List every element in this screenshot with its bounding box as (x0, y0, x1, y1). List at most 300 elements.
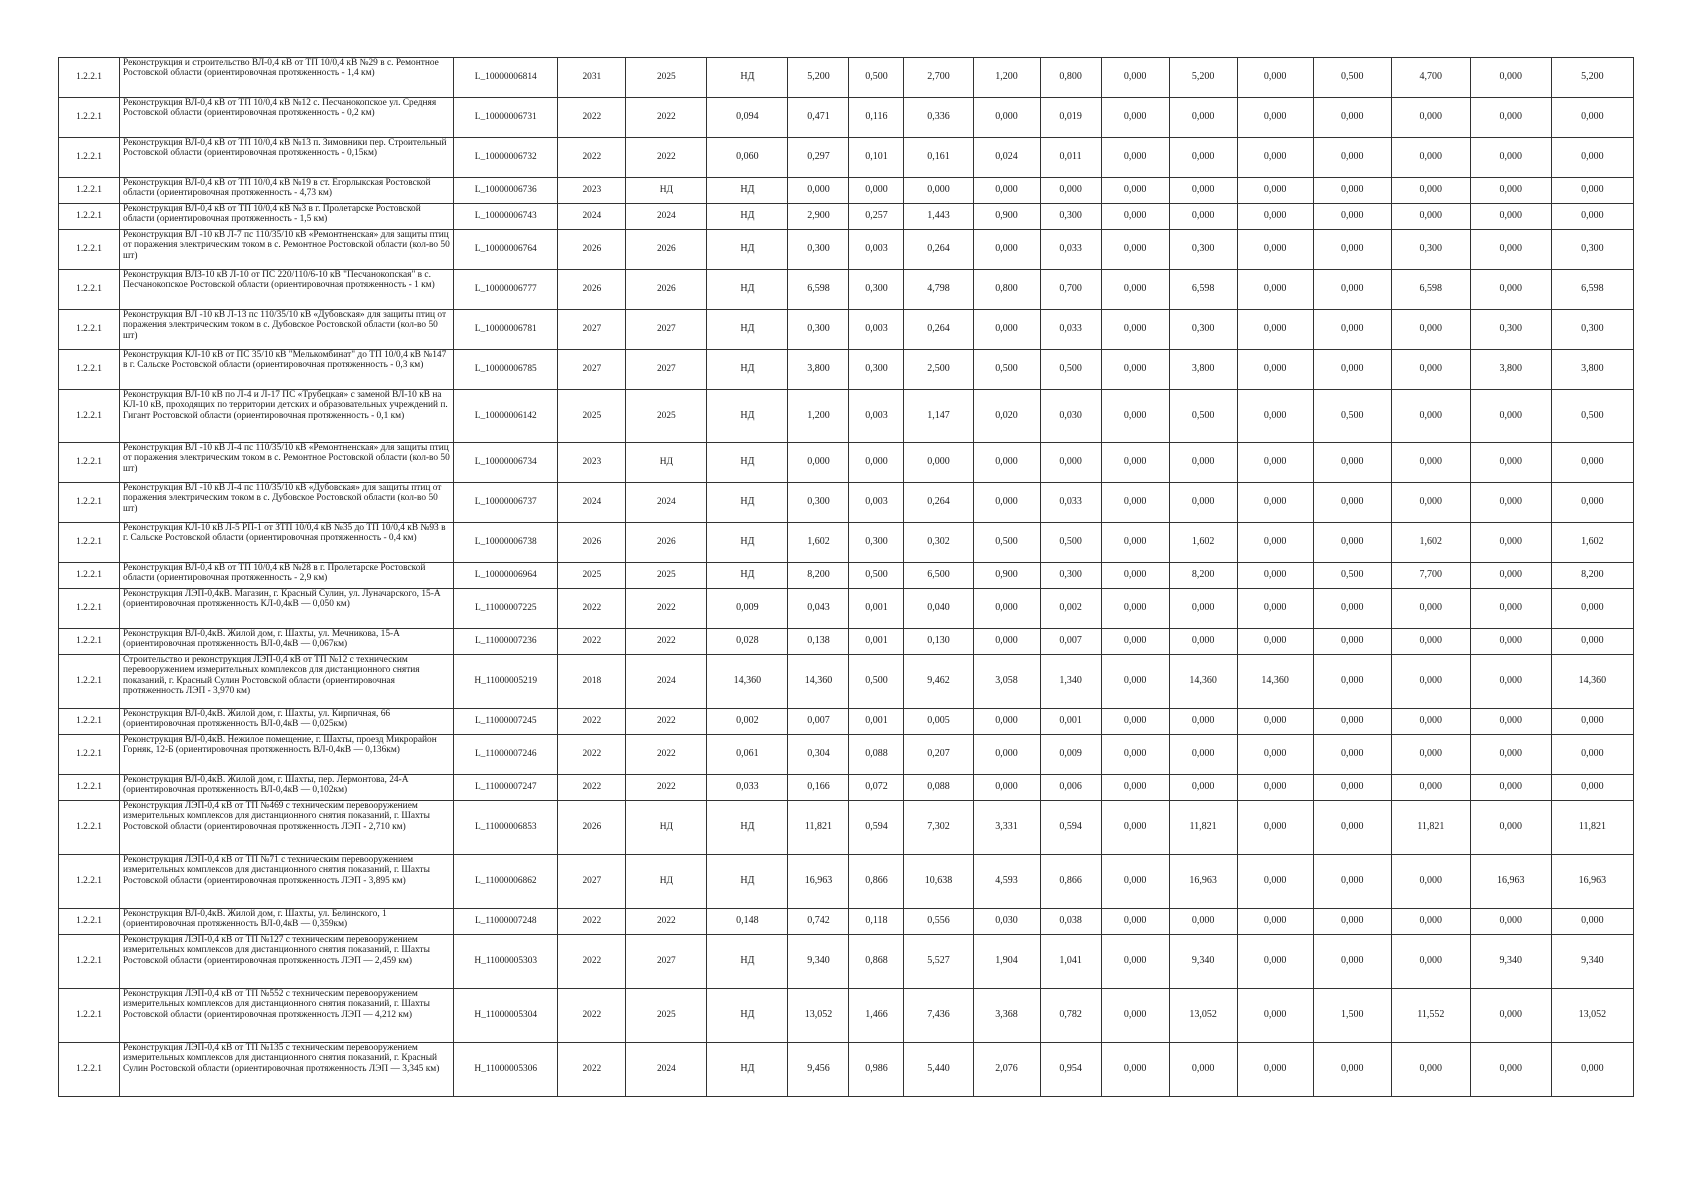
value-cell: 16,963 (788, 855, 849, 909)
value-cell: 0,000 (1101, 443, 1169, 483)
value-cell: 11,821 (1391, 801, 1470, 855)
value-cell: 0,000 (1237, 270, 1313, 310)
project-name-cell: Реконструкция ЛЭП-0,4 кВ от ТП №469 с техническим перевооружением измерительных комплексов для дистанционного снятия показаний, г. Шахты Ростовской области (ориентировочная протяженность ЛЭП - 2,710 км) (120, 801, 454, 855)
value-cell: 0,011 (1040, 138, 1101, 178)
value-cell: 1,147 (904, 390, 973, 443)
value-cell: 0,000 (1101, 204, 1169, 230)
project-id-cell: L_11000006853 (454, 801, 558, 855)
start-year-cell: 2018 (558, 655, 626, 709)
value-cell: 0,000 (1313, 350, 1391, 390)
value-cell: 0,000 (1237, 563, 1313, 589)
row-number-cell: 1.2.2.1 (59, 483, 120, 523)
end-year-cell: 2024 (626, 1043, 707, 1097)
table-row (59, 709, 1634, 735)
value-cell: 0,000 (1313, 230, 1391, 270)
value-cell: НД (707, 523, 788, 563)
value-cell: 0,007 (788, 709, 849, 735)
value-cell: 14,360 (1551, 655, 1633, 709)
value-cell: 0,257 (849, 204, 904, 230)
value-cell: 0,000 (1237, 98, 1313, 138)
value-cell: 0,000 (1391, 775, 1470, 801)
value-cell: 0,130 (904, 629, 973, 655)
row-number-cell: 1.2.2.1 (59, 58, 120, 98)
table-row (59, 989, 1634, 1043)
project-id-cell: L_10000006731 (454, 98, 558, 138)
project-id-cell: L_10000006964 (454, 563, 558, 589)
project-name-cell: Реконструкция ВЛ -10 кВ Л-4 пс 110/35/10 кВ «Ремонтненская» для защиты птиц от поражения электрическим током в с. Ремонтное Ростовской области (кол-во 50 шт) (120, 443, 454, 483)
value-cell: 0,000 (1101, 270, 1169, 310)
end-year-cell: 2022 (626, 589, 707, 629)
value-cell: 0,000 (1551, 204, 1633, 230)
table-row (59, 735, 1634, 775)
value-cell: 0,000 (1101, 989, 1169, 1043)
value-cell: 0,302 (904, 523, 973, 563)
value-cell: 0,000 (1101, 709, 1169, 735)
value-cell: 0,900 (973, 204, 1040, 230)
start-year-cell: 2027 (558, 855, 626, 909)
project-name-cell: Реконструкция ВЛ-10 кВ по Л-4 и Л-17 ПС «Трубецкая» с заменой ВЛ-10 кВ на КЛ-10 кВ, проходящих по территории детских и образовательных учреждений п. Гигант Ростовской области (ориентировочная протяженность - 0,1 км) (120, 390, 454, 443)
value-cell: 0,000 (1470, 178, 1551, 204)
value-cell: НД (707, 58, 788, 98)
value-cell: 1,041 (1040, 935, 1101, 989)
row-number-cell: 1.2.2.1 (59, 989, 120, 1043)
value-cell: 0,500 (1040, 523, 1101, 563)
value-cell: 0,043 (788, 589, 849, 629)
project-name-cell: Реконструкция и строительство ВЛ-0,4 кВ от ТП 10/0,4 кВ №29 в с. Ремонтное Ростовской области (ориентировочная протяженность - 1,4 км) (120, 58, 454, 98)
value-cell: 0,500 (973, 350, 1040, 390)
value-cell: 0,000 (1237, 483, 1313, 523)
value-cell: 8,200 (1169, 563, 1237, 589)
value-cell: 0,000 (1470, 58, 1551, 98)
value-cell: 2,700 (904, 58, 973, 98)
value-cell: 0,030 (1040, 390, 1101, 443)
value-cell: 5,440 (904, 1043, 973, 1097)
value-cell: 0,002 (1040, 589, 1101, 629)
value-cell: 0,007 (1040, 629, 1101, 655)
value-cell: 0,000 (1237, 935, 1313, 989)
value-cell: 0,500 (849, 563, 904, 589)
end-year-cell: 2024 (626, 483, 707, 523)
value-cell: 0,000 (1551, 709, 1633, 735)
value-cell: 0,782 (1040, 989, 1101, 1043)
value-cell: 0,000 (1169, 775, 1237, 801)
value-cell: 6,598 (1391, 270, 1470, 310)
value-cell: 14,360 (788, 655, 849, 709)
value-cell: 3,800 (1551, 350, 1633, 390)
value-cell: 0,000 (1391, 589, 1470, 629)
value-cell: 0,300 (849, 523, 904, 563)
start-year-cell: 2022 (558, 775, 626, 801)
value-cell: 0,000 (1551, 98, 1633, 138)
value-cell: 0,000 (1237, 855, 1313, 909)
row-number-cell: 1.2.2.1 (59, 350, 120, 390)
value-cell: 0,000 (1313, 270, 1391, 310)
start-year-cell: 2022 (558, 909, 626, 935)
value-cell: 0,116 (849, 98, 904, 138)
table-row (59, 138, 1634, 178)
value-cell: 0,300 (1169, 310, 1237, 350)
value-cell: 2,900 (788, 204, 849, 230)
row-number-cell: 1.2.2.1 (59, 909, 120, 935)
value-cell: 0,000 (1169, 1043, 1237, 1097)
end-year-cell: 2027 (626, 935, 707, 989)
row-number-cell: 1.2.2.1 (59, 1043, 120, 1097)
value-cell: 0,000 (1313, 735, 1391, 775)
value-cell: 0,866 (1040, 855, 1101, 909)
value-cell: 0,000 (1551, 909, 1633, 935)
start-year-cell: 2022 (558, 98, 626, 138)
table-row (59, 58, 1634, 98)
value-cell: 0,000 (1313, 935, 1391, 989)
document-page (58, 57, 1634, 1097)
value-cell: 0,000 (1551, 775, 1633, 801)
table-row (59, 310, 1634, 350)
end-year-cell: 2025 (626, 989, 707, 1043)
table-row (59, 178, 1634, 204)
table-row (59, 350, 1634, 390)
value-cell: 0,009 (707, 589, 788, 629)
value-cell: 0,000 (1391, 655, 1470, 709)
value-cell: 0,000 (1470, 735, 1551, 775)
value-cell: 0,000 (1237, 204, 1313, 230)
project-name-cell: Реконструкция ВЛ-0,4кВ. Жилой дом, г. Шахты, пер. Лермонтова, 24-А (ориентировочная протяженность ВЛ-0,4кВ — 0,102км) (120, 775, 454, 801)
value-cell: 0,000 (1313, 98, 1391, 138)
value-cell: НД (707, 230, 788, 270)
value-cell: 0,000 (1391, 350, 1470, 390)
value-cell: 0,000 (1470, 655, 1551, 709)
value-cell: 0,000 (904, 178, 973, 204)
value-cell: НД (707, 350, 788, 390)
value-cell: 0,033 (1040, 310, 1101, 350)
value-cell: 6,598 (1169, 270, 1237, 310)
row-number-cell: 1.2.2.1 (59, 935, 120, 989)
value-cell: 0,000 (973, 230, 1040, 270)
project-name-cell: Реконструкция КЛ-10 кВ от ПС 35/10 кВ "Мелькомбинат" до ТП 10/0,4 кВ №147 в г. Сальске Ростовской области (ориентировочная протяженность - 0,3 км) (120, 350, 454, 390)
project-id-cell: L_10000006777 (454, 270, 558, 310)
value-cell: 0,700 (1040, 270, 1101, 310)
value-cell: 0,556 (904, 909, 973, 935)
row-number-cell: 1.2.2.1 (59, 655, 120, 709)
end-year-cell: 2025 (626, 58, 707, 98)
value-cell: 5,200 (1551, 58, 1633, 98)
value-cell: 0,264 (904, 483, 973, 523)
value-cell: 0,304 (788, 735, 849, 775)
value-cell: 0,000 (1313, 310, 1391, 350)
value-cell: 0,000 (1470, 230, 1551, 270)
value-cell: 0,088 (904, 775, 973, 801)
value-cell: 0,300 (788, 310, 849, 350)
end-year-cell: 2024 (626, 655, 707, 709)
value-cell: 0,000 (1169, 589, 1237, 629)
value-cell: 9,340 (1551, 935, 1633, 989)
value-cell: 14,360 (1169, 655, 1237, 709)
start-year-cell: 2023 (558, 178, 626, 204)
value-cell: 0,000 (1101, 350, 1169, 390)
value-cell: 0,000 (1470, 629, 1551, 655)
value-cell: НД (707, 310, 788, 350)
project-id-cell: L_10000006734 (454, 443, 558, 483)
value-cell: 0,300 (1551, 230, 1633, 270)
value-cell: 0,000 (1237, 909, 1313, 935)
end-year-cell: НД (626, 801, 707, 855)
value-cell: 4,798 (904, 270, 973, 310)
value-cell: 0,000 (1101, 390, 1169, 443)
value-cell: 0,000 (1470, 98, 1551, 138)
row-number-cell: 1.2.2.1 (59, 523, 120, 563)
project-name-cell: Строительство и реконструкция ЛЭП-0,4 кВ от ТП №12 с техническим перевооружением измерительных комплексов для дистанционного снятия показаний, г. Красный Сулин Ростовской области (ориентировочная протяженность ЛЭП - 3,970 км) (120, 655, 454, 709)
project-id-cell: L_11000007225 (454, 589, 558, 629)
value-cell: 0,033 (707, 775, 788, 801)
end-year-cell: 2022 (626, 735, 707, 775)
value-cell: 0,000 (1237, 989, 1313, 1043)
end-year-cell: 2026 (626, 230, 707, 270)
project-name-cell: Реконструкция ВЛЗ-10 кВ Л-10 от ПС 220/110/6-10 кВ "Песчанокопская" в с. Песчанокопское Ростовской области (ориентировочная протяженность - 1 км) (120, 270, 454, 310)
start-year-cell: 2026 (558, 801, 626, 855)
start-year-cell: 2027 (558, 310, 626, 350)
value-cell: НД (707, 935, 788, 989)
value-cell: 0,000 (1237, 775, 1313, 801)
value-cell: 0,868 (849, 935, 904, 989)
value-cell: 6,500 (904, 563, 973, 589)
value-cell: 0,000 (1551, 589, 1633, 629)
start-year-cell: 2022 (558, 709, 626, 735)
value-cell: 0,000 (1551, 483, 1633, 523)
value-cell: 0,148 (707, 909, 788, 935)
value-cell: 0,060 (707, 138, 788, 178)
value-cell: НД (707, 1043, 788, 1097)
end-year-cell: НД (626, 855, 707, 909)
value-cell: 0,336 (904, 98, 973, 138)
value-cell: 0,000 (1237, 310, 1313, 350)
value-cell: 0,000 (1391, 390, 1470, 443)
value-cell: 0,101 (849, 138, 904, 178)
value-cell: 1,466 (849, 989, 904, 1043)
value-cell: 0,300 (788, 230, 849, 270)
value-cell: 0,000 (1391, 310, 1470, 350)
value-cell: 8,200 (788, 563, 849, 589)
table-row (59, 935, 1634, 989)
value-cell: 0,000 (1551, 629, 1633, 655)
value-cell: 0,000 (1313, 655, 1391, 709)
project-id-cell: L_10000006736 (454, 178, 558, 204)
value-cell: 0,000 (1391, 1043, 1470, 1097)
project-name-cell: Реконструкция ЛЭП-0,4 кВ от ТП №127 с техническим перевооружением измерительных комплексов для дистанционного снятия показаний, г. Шахты Ростовской области (ориентировочная протяженность ЛЭП — 2,459 км) (120, 935, 454, 989)
table-row (59, 523, 1634, 563)
value-cell: 0,000 (1237, 523, 1313, 563)
start-year-cell: 2025 (558, 563, 626, 589)
value-cell: 0,002 (707, 709, 788, 735)
value-cell: 0,000 (1169, 483, 1237, 523)
value-cell: 7,436 (904, 989, 973, 1043)
value-cell: 1,500 (1313, 989, 1391, 1043)
value-cell: 0,000 (1313, 443, 1391, 483)
project-id-cell: L_10000006732 (454, 138, 558, 178)
row-number-cell: 1.2.2.1 (59, 390, 120, 443)
row-number-cell: 1.2.2.1 (59, 443, 120, 483)
value-cell: 0,000 (1391, 98, 1470, 138)
project-name-cell: Реконструкция ВЛ -10 кВ Л-4 пс 110/35/10 кВ «Дубовская» для защиты птиц от поражения электрическим током в с. Дубовское Ростовской области (кол-во 50 шт) (120, 483, 454, 523)
table-row (59, 563, 1634, 589)
value-cell: 0,000 (1101, 855, 1169, 909)
table-row (59, 98, 1634, 138)
value-cell: 13,052 (1551, 989, 1633, 1043)
value-cell: 0,000 (1169, 909, 1237, 935)
value-cell: 0,000 (1470, 390, 1551, 443)
table-row (59, 775, 1634, 801)
value-cell: 9,340 (1470, 935, 1551, 989)
value-cell: 0,207 (904, 735, 973, 775)
value-cell: 0,000 (1101, 483, 1169, 523)
start-year-cell: 2024 (558, 483, 626, 523)
value-cell: 13,052 (1169, 989, 1237, 1043)
project-id-cell: L_10000006785 (454, 350, 558, 390)
value-cell: 0,000 (1237, 230, 1313, 270)
value-cell: 0,000 (1313, 775, 1391, 801)
end-year-cell: 2025 (626, 390, 707, 443)
value-cell: 0,003 (849, 483, 904, 523)
value-cell: НД (707, 270, 788, 310)
value-cell: 0,000 (1313, 483, 1391, 523)
value-cell: 0,500 (1551, 390, 1633, 443)
value-cell: 11,821 (1551, 801, 1633, 855)
value-cell: 0,020 (973, 390, 1040, 443)
project-name-cell: Реконструкция ВЛ-0,4 кВ от ТП 10/0,4 кВ №28 в г. Пролетарске Ростовской области (ориентировочная протяженность - 2,9 км) (120, 563, 454, 589)
value-cell: 0,000 (1470, 589, 1551, 629)
value-cell: 0,019 (1040, 98, 1101, 138)
row-number-cell: 1.2.2.1 (59, 563, 120, 589)
value-cell: НД (707, 801, 788, 855)
value-cell: 1,602 (1391, 523, 1470, 563)
table-row (59, 655, 1634, 709)
value-cell: 0,000 (973, 98, 1040, 138)
value-cell: 0,264 (904, 310, 973, 350)
value-cell: 16,963 (1551, 855, 1633, 909)
value-cell: НД (707, 563, 788, 589)
value-cell: 0,003 (849, 230, 904, 270)
value-cell: 0,088 (849, 735, 904, 775)
value-cell: 0,500 (1313, 563, 1391, 589)
project-id-cell: L_10000006142 (454, 390, 558, 443)
row-number-cell: 1.2.2.1 (59, 801, 120, 855)
value-cell: 0,000 (1169, 629, 1237, 655)
end-year-cell: 2022 (626, 709, 707, 735)
value-cell: 0,300 (1169, 230, 1237, 270)
start-year-cell: 2022 (558, 1043, 626, 1097)
project-name-cell: Реконструкция ВЛ-0,4 кВ от ТП 10/0,4 кВ №19 в ст. Егорлыкская Ростовской области (ориентировочная протяженность - 4,73 км) (120, 178, 454, 204)
start-year-cell: 2022 (558, 989, 626, 1043)
value-cell: 6,598 (788, 270, 849, 310)
project-id-cell: L_10000006738 (454, 523, 558, 563)
project-id-cell: L_10000006781 (454, 310, 558, 350)
value-cell: 0,000 (1313, 589, 1391, 629)
start-year-cell: 2025 (558, 390, 626, 443)
value-cell: 0,500 (1040, 350, 1101, 390)
value-cell: 0,866 (849, 855, 904, 909)
end-year-cell: НД (626, 178, 707, 204)
row-number-cell: 1.2.2.1 (59, 709, 120, 735)
project-id-cell: L_10000006737 (454, 483, 558, 523)
value-cell: 7,302 (904, 801, 973, 855)
end-year-cell: 2022 (626, 138, 707, 178)
value-cell: 1,200 (973, 58, 1040, 98)
row-number-cell: 1.2.2.1 (59, 270, 120, 310)
investment-program-table (58, 57, 1634, 1097)
value-cell: 0,000 (1391, 443, 1470, 483)
value-cell: 0,072 (849, 775, 904, 801)
value-cell: 3,331 (973, 801, 1040, 855)
project-id-cell: L_11000007236 (454, 629, 558, 655)
value-cell: 3,800 (1169, 350, 1237, 390)
value-cell: 0,000 (788, 178, 849, 204)
value-cell: 0,000 (1470, 270, 1551, 310)
value-cell: 9,456 (788, 1043, 849, 1097)
table-row (59, 483, 1634, 523)
value-cell: 0,000 (1101, 58, 1169, 98)
value-cell: 6,598 (1551, 270, 1633, 310)
value-cell: 9,462 (904, 655, 973, 709)
value-cell: 0,000 (1391, 735, 1470, 775)
start-year-cell: 2031 (558, 58, 626, 98)
value-cell: 0,500 (973, 523, 1040, 563)
value-cell: 0,000 (1391, 709, 1470, 735)
end-year-cell: 2026 (626, 523, 707, 563)
value-cell: НД (707, 989, 788, 1043)
project-name-cell: Реконструкция ВЛ-0,4 кВ от ТП 10/0,4 кВ №12 с. Песчанокопское ул. Средняя Ростовской области (ориентировочная протяженность - 0,2 км) (120, 98, 454, 138)
value-cell: 0,000 (1101, 523, 1169, 563)
value-cell: 9,340 (788, 935, 849, 989)
row-number-cell: 1.2.2.1 (59, 629, 120, 655)
value-cell: 0,000 (1391, 629, 1470, 655)
value-cell: 0,033 (1040, 230, 1101, 270)
value-cell: 0,000 (1101, 589, 1169, 629)
project-name-cell: Реконструкция КЛ-10 кВ Л-5 РП-1 от ЗТП 10/0,4 кВ №35 до ТП 10/0,4 кВ №93 в г. Сальске Ростовской области (ориентировочная протяженность - 0,4 км) (120, 523, 454, 563)
project-id-cell: L_10000006814 (454, 58, 558, 98)
project-name-cell: Реконструкция ВЛ-0,4кВ. Нежилое помещение, г. Шахты, проезд Микрорайон Горняк, 12-Б (ориентировочная протяженность ВЛ-0,4кВ — 0,136км) (120, 735, 454, 775)
value-cell: 0,000 (1470, 443, 1551, 483)
value-cell: 0,006 (1040, 775, 1101, 801)
start-year-cell: 2022 (558, 935, 626, 989)
project-name-cell: Реконструкция ЛЭП-0,4 кВ от ТП №71 с техническим перевооружением измерительных комплексов для дистанционного снятия показаний, г. Шахты Ростовской области (ориентировочная протяженность ЛЭП - 3,895 км) (120, 855, 454, 909)
value-cell: 0,000 (1551, 1043, 1633, 1097)
value-cell: 0,300 (1040, 204, 1101, 230)
table-row (59, 629, 1634, 655)
value-cell: 0,000 (1313, 1043, 1391, 1097)
value-cell: 0,000 (973, 483, 1040, 523)
value-cell: 0,009 (1040, 735, 1101, 775)
value-cell: 0,000 (1470, 563, 1551, 589)
row-number-cell: 1.2.2.1 (59, 589, 120, 629)
row-number-cell: 1.2.2.1 (59, 138, 120, 178)
value-cell: 0,028 (707, 629, 788, 655)
value-cell: 0,000 (1391, 935, 1470, 989)
value-cell: 1,602 (1169, 523, 1237, 563)
value-cell: 5,200 (1169, 58, 1237, 98)
value-cell: 0,000 (973, 735, 1040, 775)
value-cell: 0,000 (1313, 801, 1391, 855)
value-cell: 0,030 (973, 909, 1040, 935)
value-cell: 0,742 (788, 909, 849, 935)
table-row (59, 855, 1634, 909)
value-cell: 0,900 (973, 563, 1040, 589)
value-cell: 0,000 (1169, 138, 1237, 178)
value-cell: 0,000 (1391, 855, 1470, 909)
value-cell: 0,000 (1040, 443, 1101, 483)
value-cell: 0,000 (1237, 178, 1313, 204)
value-cell: 1,602 (788, 523, 849, 563)
value-cell: 0,000 (1237, 1043, 1313, 1097)
end-year-cell: 2027 (626, 310, 707, 350)
project-name-cell: Реконструкция ВЛ-0,4кВ. Жилой дом, г. Шахты, ул. Кирпичная, 66 (ориентировочная протяженность ВЛ-0,4кВ — 0,025км) (120, 709, 454, 735)
